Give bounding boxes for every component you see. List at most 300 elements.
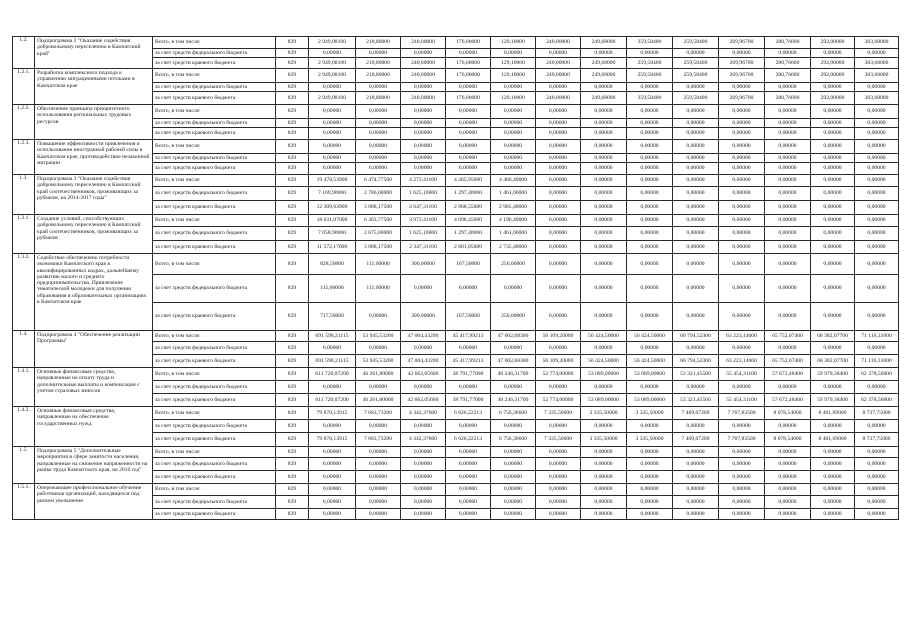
amount-cell: 0,00000 bbox=[491, 128, 536, 140]
amount-cell: 0,00000 bbox=[765, 509, 811, 520]
amount-cell: 0,00000 bbox=[491, 509, 536, 520]
amount-cell: 11 572,17000 bbox=[309, 241, 356, 254]
amount-cell: 0,00000 bbox=[855, 105, 899, 119]
amount-cell: 0,00000 bbox=[811, 509, 855, 520]
amount-cell: 0,00000 bbox=[536, 49, 581, 58]
amount-cell: 0,00000 bbox=[581, 227, 627, 241]
amount-cell: 0,00000 bbox=[765, 163, 811, 175]
amount-cell: 0,00000 bbox=[536, 227, 581, 241]
budget-code-cell: 829 bbox=[276, 69, 309, 83]
amount-cell: 0,00000 bbox=[719, 201, 765, 215]
amount-cell: 12 309,63900 bbox=[309, 201, 356, 215]
amount-cell: 0,00000 bbox=[446, 128, 491, 140]
amount-cell: 0,00000 bbox=[491, 381, 536, 394]
amount-cell: 0,00000 bbox=[536, 175, 581, 187]
amount-cell: 0,00000 bbox=[627, 381, 673, 394]
row-number-cell: 1.4. bbox=[13, 331, 35, 368]
amount-cell: 0,00000 bbox=[627, 447, 673, 458]
amount-cell: 0,00000 bbox=[401, 496, 446, 509]
amount-cell: 280,76600 bbox=[765, 37, 811, 49]
amount-cell: 0,00000 bbox=[536, 342, 581, 355]
amount-cell: 40 246,31700 bbox=[491, 394, 536, 407]
amount-cell: 0,00000 bbox=[719, 420, 765, 433]
table-row bbox=[13, 368, 899, 381]
amount-cell: 0,00000 bbox=[765, 187, 811, 201]
amount-cell: 0,00000 bbox=[446, 49, 491, 58]
amount-cell: 0,00000 bbox=[855, 241, 899, 254]
amount-cell: 0,00000 bbox=[765, 484, 811, 496]
amount-cell: 0,00000 bbox=[309, 458, 356, 471]
amount-cell: 56 424,50000 bbox=[581, 331, 627, 342]
funding-source-cell: за счет средств федерального бюджета bbox=[153, 83, 276, 92]
amount-cell: 0,00000 bbox=[719, 509, 765, 520]
amount-cell: 259,58400 bbox=[627, 58, 673, 69]
amount-cell: 1 297,40000 bbox=[446, 187, 491, 201]
budget-code-cell: 829 bbox=[276, 331, 309, 342]
amount-cell: 0,00000 bbox=[536, 140, 581, 154]
amount-cell: 0,00000 bbox=[627, 458, 673, 471]
row-number-cell: 1.5. bbox=[13, 447, 35, 484]
amount-cell: 111,00000 bbox=[356, 275, 401, 303]
amount-cell: 0,00000 bbox=[855, 420, 899, 433]
amount-cell: 0,00000 bbox=[309, 128, 356, 140]
row-number-cell: 1.3. bbox=[13, 175, 35, 215]
program-name-cell: Подпрограмма 5 "Дополнительные мероприятия в сфере занятости населения, направленные на снижение напряженности на рынке труда Камчатского края, на 2016 год" bbox=[35, 447, 153, 484]
funding-source-cell: Всего, в том числе: bbox=[153, 368, 276, 381]
amount-cell: 38 791,77000 bbox=[446, 394, 491, 407]
funding-source-cell: за счет средств федерального бюджета bbox=[153, 49, 276, 58]
budget-code-cell: 829 bbox=[276, 187, 309, 201]
budget-code-cell: 829 bbox=[276, 275, 309, 303]
amount-cell: 52 774,00000 bbox=[536, 394, 581, 407]
amount-cell: 0,00000 bbox=[811, 275, 855, 303]
amount-cell: 0,00000 bbox=[765, 49, 811, 58]
amount-cell: 249,68000 bbox=[581, 69, 627, 83]
amount-cell: 0,00000 bbox=[581, 342, 627, 355]
amount-cell: 2 786,60000 bbox=[356, 187, 401, 201]
amount-cell: 2 647,31100 bbox=[401, 201, 446, 215]
amount-cell: 71 116,31000 bbox=[855, 355, 899, 368]
amount-cell: 7 335,50000 bbox=[536, 433, 581, 447]
amount-cell: 611 720,07200 bbox=[309, 394, 356, 407]
amount-cell: 240,00000 bbox=[401, 58, 446, 69]
amount-cell: 0,00000 bbox=[491, 496, 536, 509]
amount-cell: 0,00000 bbox=[446, 140, 491, 154]
budget-code-cell: 829 bbox=[276, 175, 309, 187]
amount-cell: 4 272,41100 bbox=[401, 175, 446, 187]
amount-cell: 250,00000 bbox=[491, 303, 536, 331]
amount-cell: 50 109,20000 bbox=[536, 355, 581, 368]
amount-cell: 0,00000 bbox=[719, 187, 765, 201]
amount-cell: 0,00000 bbox=[536, 420, 581, 433]
amount-cell: 0,00000 bbox=[673, 458, 719, 471]
amount-cell: 4 342,37600 bbox=[401, 433, 446, 447]
budget-code-cell: 829 bbox=[276, 394, 309, 407]
amount-cell: 240,00000 bbox=[401, 69, 446, 83]
amount-cell: 6 756,36600 bbox=[491, 433, 536, 447]
amount-cell: 1 461,00000 bbox=[491, 187, 536, 201]
amount-cell: 828,50000 bbox=[309, 254, 356, 275]
program-name-cell: Подпрограмма 2 "Оказание содействия добровольному переселению в Камчатский край" bbox=[35, 37, 153, 69]
amount-cell: 0,00000 bbox=[491, 49, 536, 58]
amount-cell: 0,00000 bbox=[811, 471, 855, 484]
amount-cell: 0,00000 bbox=[673, 254, 719, 275]
amount-cell: 0,00000 bbox=[765, 215, 811, 227]
amount-cell: 0,00000 bbox=[309, 119, 356, 128]
amount-cell: 4 196,40000 bbox=[491, 215, 536, 227]
amount-cell: 65 752,07400 bbox=[765, 355, 811, 368]
amount-cell: 691 590,21115 bbox=[309, 331, 356, 342]
amount-cell: 240,00000 bbox=[536, 37, 581, 49]
amount-cell: 0,00000 bbox=[765, 303, 811, 331]
amount-cell: 0,00000 bbox=[581, 254, 627, 275]
amount-cell: 0,00000 bbox=[581, 215, 627, 227]
amount-cell: 0,00000 bbox=[627, 201, 673, 215]
amount-cell: 45 417,99213 bbox=[446, 331, 491, 342]
amount-cell: 259,58400 bbox=[673, 92, 719, 105]
amount-cell: 0,00000 bbox=[536, 241, 581, 254]
amount-cell: 0,00000 bbox=[401, 119, 446, 128]
amount-cell: 0,00000 bbox=[581, 163, 627, 175]
budget-code-cell: 829 bbox=[276, 303, 309, 331]
amount-cell: 7 767,83500 bbox=[719, 407, 765, 420]
amount-cell: 240,00000 bbox=[536, 92, 581, 105]
amount-cell: 0,00000 bbox=[401, 509, 446, 520]
funding-source-cell: за счет средств краевого бюджета bbox=[153, 241, 276, 254]
amount-cell: 0,00000 bbox=[536, 83, 581, 92]
amount-cell: 0,00000 bbox=[811, 241, 855, 254]
amount-cell: 0,00000 bbox=[536, 119, 581, 128]
amount-cell: 0,00000 bbox=[581, 381, 627, 394]
amount-cell: 0,00000 bbox=[811, 420, 855, 433]
amount-cell: 2 949,08100 bbox=[309, 69, 356, 83]
amount-cell: 0,00000 bbox=[673, 447, 719, 458]
amount-cell: 0,00000 bbox=[627, 509, 673, 520]
budget-code-cell: 829 bbox=[276, 381, 309, 394]
amount-cell: 0,00000 bbox=[627, 83, 673, 92]
funding-source-cell: за счет средств краевого бюджета bbox=[153, 509, 276, 520]
amount-cell: 259,58400 bbox=[673, 58, 719, 69]
amount-cell: 0,00000 bbox=[581, 105, 627, 119]
amount-cell: 6 474,77500 bbox=[356, 175, 401, 187]
amount-cell: 0,00000 bbox=[536, 509, 581, 520]
amount-cell: 0,00000 bbox=[401, 381, 446, 394]
amount-cell: 0,00000 bbox=[627, 303, 673, 331]
program-name-cell: Опережающее профессиональное обучение работников организаций, находящихся под риском увольнения bbox=[35, 484, 153, 520]
amount-cell: 7 469,07200 bbox=[673, 407, 719, 420]
amount-cell: 0,00000 bbox=[811, 49, 855, 58]
table-row bbox=[13, 254, 899, 275]
amount-cell: 0,00000 bbox=[491, 154, 536, 163]
amount-cell: 0,00000 bbox=[446, 381, 491, 394]
amount-cell: 0,00000 bbox=[356, 140, 401, 154]
amount-cell: 0,00000 bbox=[765, 381, 811, 394]
funding-source-cell: за счет средств федерального бюджета bbox=[153, 420, 276, 433]
amount-cell: 0,00000 bbox=[536, 303, 581, 331]
amount-cell: 0,00000 bbox=[811, 484, 855, 496]
amount-cell: 0,00000 bbox=[855, 187, 899, 201]
amount-cell: 0,00000 bbox=[309, 420, 356, 433]
amount-cell: 6 756,36600 bbox=[491, 407, 536, 420]
amount-cell: 53 089,00000 bbox=[581, 368, 627, 381]
amount-cell: 0,00000 bbox=[536, 381, 581, 394]
funding-source-cell: за счет средств краевого бюджета bbox=[153, 355, 276, 368]
amount-cell: 3 335,50000 bbox=[627, 407, 673, 420]
budget-code-cell: 829 bbox=[276, 407, 309, 420]
amount-cell: 0,00000 bbox=[491, 119, 536, 128]
amount-cell: 47 002,68300 bbox=[491, 331, 536, 342]
amount-cell: 0,00000 bbox=[719, 303, 765, 331]
funding-source-cell: за счет средств краевого бюджета bbox=[153, 471, 276, 484]
amount-cell: 3 688,17500 bbox=[356, 241, 401, 254]
funding-source-cell: за счет средств федерального бюджета bbox=[153, 458, 276, 471]
amount-cell: 0,00000 bbox=[765, 241, 811, 254]
amount-cell: 8 078,54000 bbox=[765, 433, 811, 447]
amount-cell: 0,00000 bbox=[581, 201, 627, 215]
budget-code-cell: 829 bbox=[276, 241, 309, 254]
amount-cell: 0,00000 bbox=[446, 509, 491, 520]
amount-cell: 0,00000 bbox=[356, 105, 401, 119]
amount-cell: 0,00000 bbox=[627, 342, 673, 355]
amount-cell: 0,00000 bbox=[401, 458, 446, 471]
amount-cell: 0,00000 bbox=[356, 381, 401, 394]
amount-cell: 1 297,40000 bbox=[446, 227, 491, 241]
amount-cell: 0,00000 bbox=[491, 140, 536, 154]
amount-cell: 3 335,50000 bbox=[581, 407, 627, 420]
amount-cell: 0,00000 bbox=[719, 458, 765, 471]
amount-cell: 0,00000 bbox=[356, 83, 401, 92]
amount-cell: 0,00000 bbox=[673, 105, 719, 119]
amount-cell: 292,00000 bbox=[811, 37, 855, 49]
amount-cell: 0,00000 bbox=[765, 471, 811, 484]
funding-source-cell: за счет средств федерального бюджета bbox=[153, 342, 276, 355]
budget-table bbox=[12, 36, 899, 520]
amount-cell: 0,00000 bbox=[627, 254, 673, 275]
amount-cell: 0,00000 bbox=[855, 128, 899, 140]
amount-cell: 269,96700 bbox=[719, 37, 765, 49]
funding-source-cell: Всего, в том числе: bbox=[153, 254, 276, 275]
amount-cell: 0,00000 bbox=[855, 496, 899, 509]
amount-cell: 0,00000 bbox=[765, 227, 811, 241]
budget-table-body bbox=[13, 37, 899, 520]
budget-code-cell: 829 bbox=[276, 119, 309, 128]
amount-cell: 0,00000 bbox=[627, 49, 673, 58]
amount-cell: 0,00000 bbox=[855, 119, 899, 128]
amount-cell: 0,00000 bbox=[719, 342, 765, 355]
row-number-cell: 1.2.2. bbox=[13, 105, 35, 140]
amount-cell: 55 454,31100 bbox=[719, 368, 765, 381]
amount-cell: 53 321,45500 bbox=[673, 368, 719, 381]
funding-source-cell: Всего, в том числе: bbox=[153, 331, 276, 342]
amount-cell: 0,00000 bbox=[855, 175, 899, 187]
amount-cell: 79 870,13915 bbox=[309, 433, 356, 447]
amount-cell: 218,80000 bbox=[356, 69, 401, 83]
budget-code-cell: 829 bbox=[276, 484, 309, 496]
row-number-cell: 1.3.2. bbox=[13, 254, 35, 331]
amount-cell: 167,50000 bbox=[446, 254, 491, 275]
program-name-cell: Разработка комплексного подхода к управлению миграционными потоками в Камчатском крае bbox=[35, 69, 153, 105]
amount-cell: 0,00000 bbox=[356, 49, 401, 58]
amount-cell: 0,00000 bbox=[446, 119, 491, 128]
amount-cell: 50 109,20000 bbox=[536, 331, 581, 342]
amount-cell: 0,00000 bbox=[446, 275, 491, 303]
amount-cell: 280,76600 bbox=[765, 69, 811, 83]
program-name-cell: Подпрограмма 4 "Обеспечение реализации Программы" bbox=[35, 331, 153, 368]
amount-cell: 0,00000 bbox=[811, 215, 855, 227]
amount-cell: 0,00000 bbox=[491, 420, 536, 433]
amount-cell: 0,00000 bbox=[356, 154, 401, 163]
amount-cell: 0,00000 bbox=[673, 140, 719, 154]
amount-cell: 0,00000 bbox=[627, 119, 673, 128]
amount-cell: 0,00000 bbox=[536, 447, 581, 458]
amount-cell: 0,00000 bbox=[673, 128, 719, 140]
amount-cell: 250,00000 bbox=[491, 254, 536, 275]
amount-cell: 1 461,00000 bbox=[491, 227, 536, 241]
amount-cell: 0,00000 bbox=[356, 471, 401, 484]
amount-cell: 0,00000 bbox=[811, 128, 855, 140]
budget-code-cell: 829 bbox=[276, 342, 309, 355]
amount-cell: 0,00000 bbox=[627, 154, 673, 163]
amount-cell: 0,00000 bbox=[855, 381, 899, 394]
amount-cell: 0,00000 bbox=[811, 105, 855, 119]
amount-cell: 0,00000 bbox=[356, 458, 401, 471]
amount-cell: 1 625,10000 bbox=[401, 227, 446, 241]
amount-cell: 0,00000 bbox=[765, 128, 811, 140]
amount-cell: 60 794,52300 bbox=[673, 331, 719, 342]
amount-cell: 300,00000 bbox=[401, 303, 446, 331]
funding-source-cell: Всего, в том числе: bbox=[153, 105, 276, 119]
amount-cell: 1 625,10000 bbox=[401, 187, 446, 201]
amount-cell: 63 223,14600 bbox=[719, 331, 765, 342]
amount-cell: 0,00000 bbox=[811, 227, 855, 241]
amount-cell: 0,00000 bbox=[401, 154, 446, 163]
amount-cell: 0,00000 bbox=[356, 303, 401, 331]
amount-cell: 0,00000 bbox=[673, 83, 719, 92]
amount-cell: 0,00000 bbox=[855, 254, 899, 275]
amount-cell: 3 688,17500 bbox=[356, 201, 401, 215]
amount-cell: 53 089,00000 bbox=[627, 394, 673, 407]
amount-cell: 0,00000 bbox=[491, 342, 536, 355]
amount-cell: 0,00000 bbox=[673, 241, 719, 254]
amount-cell: 0,00000 bbox=[536, 105, 581, 119]
amount-cell: 0,00000 bbox=[719, 128, 765, 140]
amount-cell: 0,00000 bbox=[356, 484, 401, 496]
funding-source-cell: за счет средств краевого бюджета bbox=[153, 201, 276, 215]
amount-cell: 4 466,40000 bbox=[491, 175, 536, 187]
amount-cell: 0,00000 bbox=[401, 420, 446, 433]
amount-cell: 0,00000 bbox=[673, 275, 719, 303]
amount-cell: 0,00000 bbox=[536, 215, 581, 227]
budget-code-cell: 829 bbox=[276, 37, 309, 49]
funding-source-cell: за счет средств федерального бюджета bbox=[153, 187, 276, 201]
table-row bbox=[13, 140, 899, 154]
amount-cell: 0,00000 bbox=[446, 484, 491, 496]
amount-cell: 0,00000 bbox=[811, 458, 855, 471]
amount-cell: 4 265,95000 bbox=[446, 175, 491, 187]
amount-cell: 0,00000 bbox=[401, 83, 446, 92]
row-number-cell: 1.2.1. bbox=[13, 69, 35, 105]
amount-cell: 0,00000 bbox=[536, 484, 581, 496]
amount-cell: 0,00000 bbox=[855, 458, 899, 471]
program-name-cell: Основные финансовые средства, направленные на обеспечение государственных нужд bbox=[35, 407, 153, 447]
amount-cell: 611 720,07200 bbox=[309, 368, 356, 381]
funding-source-cell: за счет средств краевого бюджета bbox=[153, 394, 276, 407]
amount-cell: 0,00000 bbox=[491, 105, 536, 119]
amount-cell: 129,10000 bbox=[491, 69, 536, 83]
amount-cell: 0,00000 bbox=[811, 163, 855, 175]
budget-code-cell: 829 bbox=[276, 496, 309, 509]
row-number-cell: 1.5.1. bbox=[13, 484, 35, 520]
amount-cell: 65 752,07400 bbox=[765, 331, 811, 342]
amount-cell: 0,00000 bbox=[581, 128, 627, 140]
amount-cell: 0,00000 bbox=[309, 154, 356, 163]
amount-cell: 7 058,90000 bbox=[309, 227, 356, 241]
budget-code-cell: 829 bbox=[276, 447, 309, 458]
amount-cell: 0,00000 bbox=[855, 201, 899, 215]
amount-cell: 56 424,50000 bbox=[627, 331, 673, 342]
amount-cell: 0,00000 bbox=[855, 140, 899, 154]
budget-code-cell: 829 bbox=[276, 128, 309, 140]
funding-source-cell: за счет средств федерального бюджета bbox=[153, 227, 276, 241]
amount-cell: 8 737,75000 bbox=[855, 433, 899, 447]
amount-cell: 0,00000 bbox=[581, 140, 627, 154]
amount-cell: 0,00000 bbox=[401, 484, 446, 496]
amount-cell: 0,00000 bbox=[627, 175, 673, 187]
amount-cell: 0,00000 bbox=[401, 342, 446, 355]
amount-cell: 60 794,52300 bbox=[673, 355, 719, 368]
amount-cell: 55 454,31100 bbox=[719, 394, 765, 407]
amount-cell: 0,00000 bbox=[855, 215, 899, 227]
amount-cell: 0,00000 bbox=[765, 140, 811, 154]
amount-cell: 8 401,69000 bbox=[811, 407, 855, 420]
amount-cell: 0,00000 bbox=[309, 49, 356, 58]
amount-cell: 0,00000 bbox=[765, 105, 811, 119]
amount-cell: 0,00000 bbox=[765, 83, 811, 92]
amount-cell: 0,00000 bbox=[811, 201, 855, 215]
amount-cell: 2 949,08100 bbox=[309, 37, 356, 49]
amount-cell: 717,50000 bbox=[309, 303, 356, 331]
amount-cell: 0,00000 bbox=[309, 509, 356, 520]
amount-cell: 0,00000 bbox=[309, 484, 356, 496]
amount-cell: 249,68000 bbox=[581, 37, 627, 49]
funding-source-cell: Всего, в том числе: bbox=[153, 407, 276, 420]
amount-cell: 0,00000 bbox=[673, 509, 719, 520]
amount-cell: 0,00000 bbox=[536, 201, 581, 215]
amount-cell: 0,00000 bbox=[673, 215, 719, 227]
table-row bbox=[13, 37, 899, 49]
amount-cell: 0,00000 bbox=[765, 119, 811, 128]
amount-cell: 0,00000 bbox=[673, 420, 719, 433]
amount-cell: 0,00000 bbox=[855, 154, 899, 163]
amount-cell: 0,00000 bbox=[811, 187, 855, 201]
budget-code-cell: 829 bbox=[276, 420, 309, 433]
budget-code-cell: 829 bbox=[276, 49, 309, 58]
amount-cell: 0,00000 bbox=[673, 187, 719, 201]
amount-cell: 53 321,45500 bbox=[673, 394, 719, 407]
funding-source-cell: за счет средств краевого бюджета bbox=[153, 433, 276, 447]
amount-cell: 53 089,00000 bbox=[581, 394, 627, 407]
amount-cell: 0,00000 bbox=[401, 49, 446, 58]
funding-source-cell: Всего, в том числе: bbox=[153, 215, 276, 227]
amount-cell: 3 972,41100 bbox=[401, 215, 446, 227]
amount-cell: 0,00000 bbox=[765, 342, 811, 355]
program-name-cell: Повышение эффективности привлечения и использования иностранной рабочей силы в Камчатском крае, противодействие незаконной миграции bbox=[35, 140, 153, 175]
amount-cell: 0,00000 bbox=[536, 187, 581, 201]
amount-cell: 0,00000 bbox=[811, 447, 855, 458]
amount-cell: 0,00000 bbox=[401, 140, 446, 154]
amount-cell: 0,00000 bbox=[811, 140, 855, 154]
amount-cell: 0,00000 bbox=[581, 471, 627, 484]
